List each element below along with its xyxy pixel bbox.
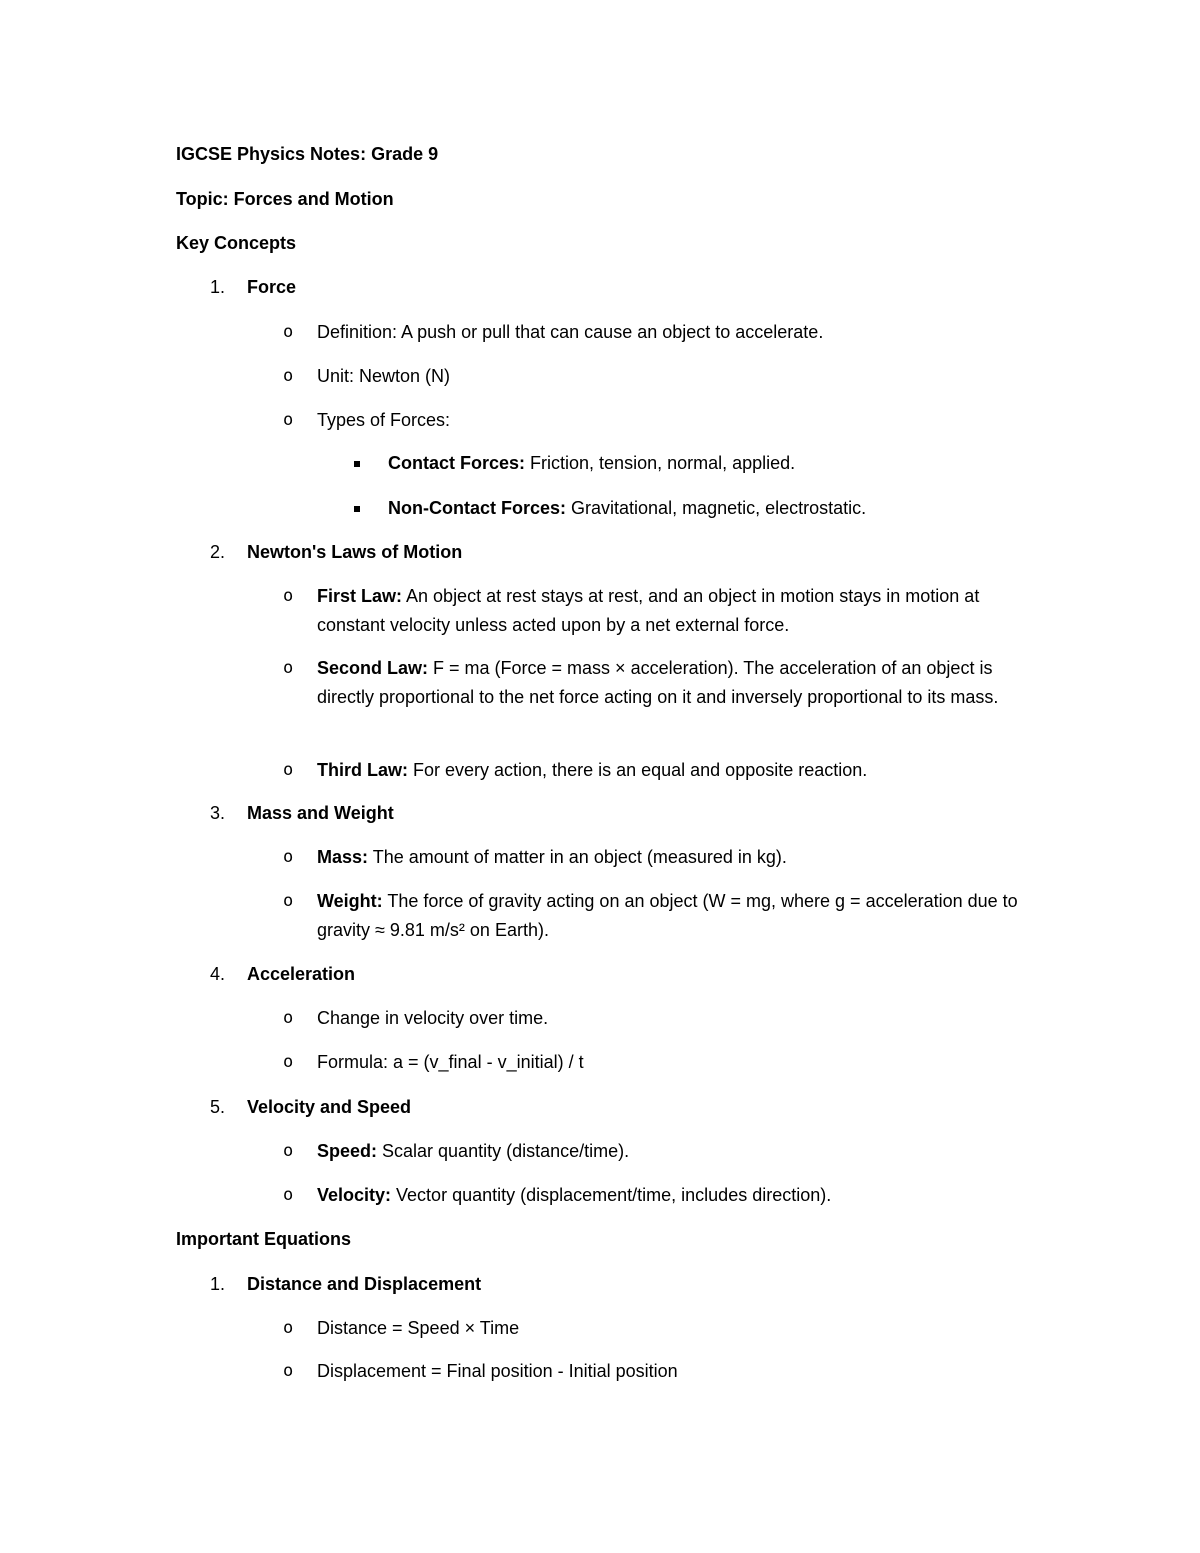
list-item: Unit: Newton (N) [317, 366, 451, 386]
document-title: IGCSE Physics Notes: Grade 9 [176, 144, 439, 164]
topic-heading: Topic: Forces and Motion [176, 189, 394, 209]
section-number: 4. [210, 964, 226, 984]
bullet-marker: o [283, 1361, 294, 1381]
bullet-marker: o [283, 658, 294, 678]
sub-list-item: Contact Forces: Friction, tension, normal, applied. [388, 453, 796, 473]
section-title-acceleration: Acceleration [247, 964, 356, 984]
section-number: 2. [210, 542, 226, 562]
list-item: Weight: The force of gravity acting on an object (W = mg, where g = acceleration due to gravity ≈ 9.81 m/s² on Earth). [317, 891, 1018, 940]
bullet-marker: o [283, 1008, 294, 1028]
section-title-distance-displacement: Distance and Displacement [247, 1274, 482, 1294]
section-title-velocity-speed: Velocity and Speed [247, 1097, 412, 1117]
bullet-marker: o [283, 366, 294, 386]
bullet-marker: o [283, 847, 294, 867]
list-item: Formula: a = (v_final - v_initial) / t [317, 1052, 584, 1072]
bullet-marker: o [283, 760, 294, 780]
bullet-marker: o [283, 1141, 294, 1161]
list-item: Types of Forces: [317, 410, 451, 430]
list-item: Displacement = Final position - Initial position [317, 1361, 678, 1381]
bullet-marker: o [283, 410, 294, 430]
section-number: 5. [210, 1097, 226, 1117]
section-title-mass-weight: Mass and Weight [247, 803, 394, 823]
square-bullet-icon [354, 461, 360, 467]
list-item: Distance = Speed × Time [317, 1318, 520, 1338]
section-number: 1. [210, 1274, 226, 1294]
bullet-marker: o [283, 586, 294, 606]
list-item: Mass: The amount of matter in an object (measured in kg). [317, 847, 787, 867]
important-equations-heading: Important Equations [176, 1229, 351, 1249]
bullet-marker: o [283, 891, 294, 911]
section-title-newtons-laws: Newton's Laws of Motion [247, 542, 463, 562]
list-item: Velocity: Vector quantity (displacement/time, includes direction). [317, 1185, 832, 1205]
list-item: Speed: Scalar quantity (distance/time). [317, 1141, 630, 1161]
list-item: First Law: An object at rest stays at rest, and an object in motion stays in motion at constant velocity unless acted upon by a net external force. [317, 586, 980, 635]
sub-list-item: Non-Contact Forces: Gravitational, magnetic, electrostatic. [388, 498, 867, 518]
bullet-marker: o [283, 322, 294, 342]
section-number: 3. [210, 803, 226, 823]
section-number: 1. [210, 277, 226, 297]
bullet-marker: o [283, 1185, 294, 1205]
list-item: Change in velocity over time. [317, 1008, 549, 1028]
bullet-marker: o [283, 1052, 294, 1072]
key-concepts-heading: Key Concepts [176, 233, 297, 253]
list-item: Definition: A push or pull that can cause an object to accelerate. [317, 322, 824, 342]
list-item: Second Law: F = ma (Force = mass × acceleration). The acceleration of an object is directly proportional to the net force acting on it and inversely proportional to its mass. [317, 658, 999, 707]
list-item: Third Law: For every action, there is an equal and opposite reaction. [317, 760, 868, 780]
square-bullet-icon [354, 506, 360, 512]
bullet-marker: o [283, 1318, 294, 1338]
section-title-force: Force [247, 277, 297, 297]
